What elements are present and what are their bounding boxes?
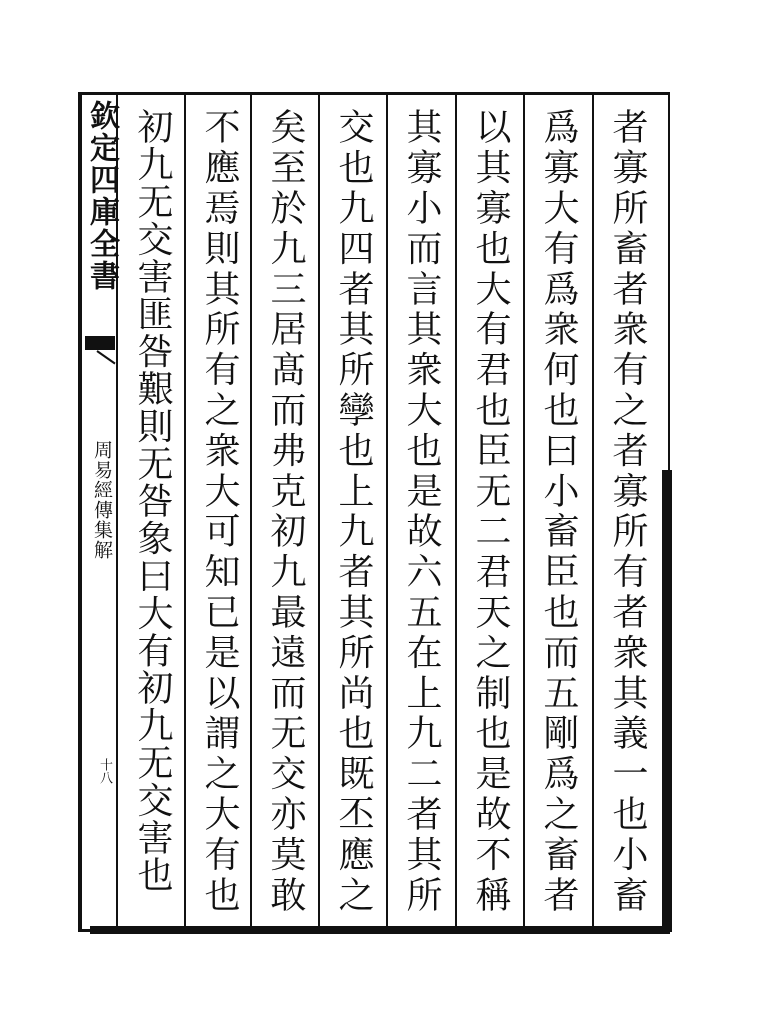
text-column xyxy=(594,108,660,918)
text-column xyxy=(119,108,185,918)
page-border-shadow-bottom xyxy=(90,926,670,934)
text-column xyxy=(388,108,454,918)
page-number: 十八 xyxy=(97,758,112,784)
text-column-content: 以其寡也大有君也臣无二君天之制也是故不稱 xyxy=(470,108,511,916)
book-title: 周易經傳集解 xyxy=(91,440,113,560)
text-column xyxy=(252,108,318,918)
text-column-content: 不應焉則其所有之衆大可知已是以謂之大有也 xyxy=(199,108,240,916)
text-column xyxy=(186,108,252,918)
text-column-content: 矣至於九三居髙而弗克初九最遠而无交亦莫敢 xyxy=(265,108,306,916)
series-title: 欽定四庫全書 xyxy=(84,100,119,292)
text-column-content: 初九无交害匪咎艱則无咎象曰大有初九无交害也 xyxy=(132,108,173,894)
page-border-shadow-right xyxy=(662,470,672,932)
text-column xyxy=(457,108,523,918)
text-column xyxy=(525,108,591,918)
text-column-content: 其寡小而言其衆大也是故六五在上九二者其所 xyxy=(401,108,442,916)
text-column-content: 交也九四者其所孿也上九者其所尚也既丕應之 xyxy=(333,108,374,916)
text-column xyxy=(320,108,386,918)
fishtail-mark-icon xyxy=(85,336,115,350)
text-column-content: 者寡所畜者衆有之者寡所有者衆其義一也小畜 xyxy=(607,108,648,916)
text-column-content: 爲寡大有爲衆何也曰小畜臣也而五剛爲之畜者 xyxy=(538,108,579,916)
